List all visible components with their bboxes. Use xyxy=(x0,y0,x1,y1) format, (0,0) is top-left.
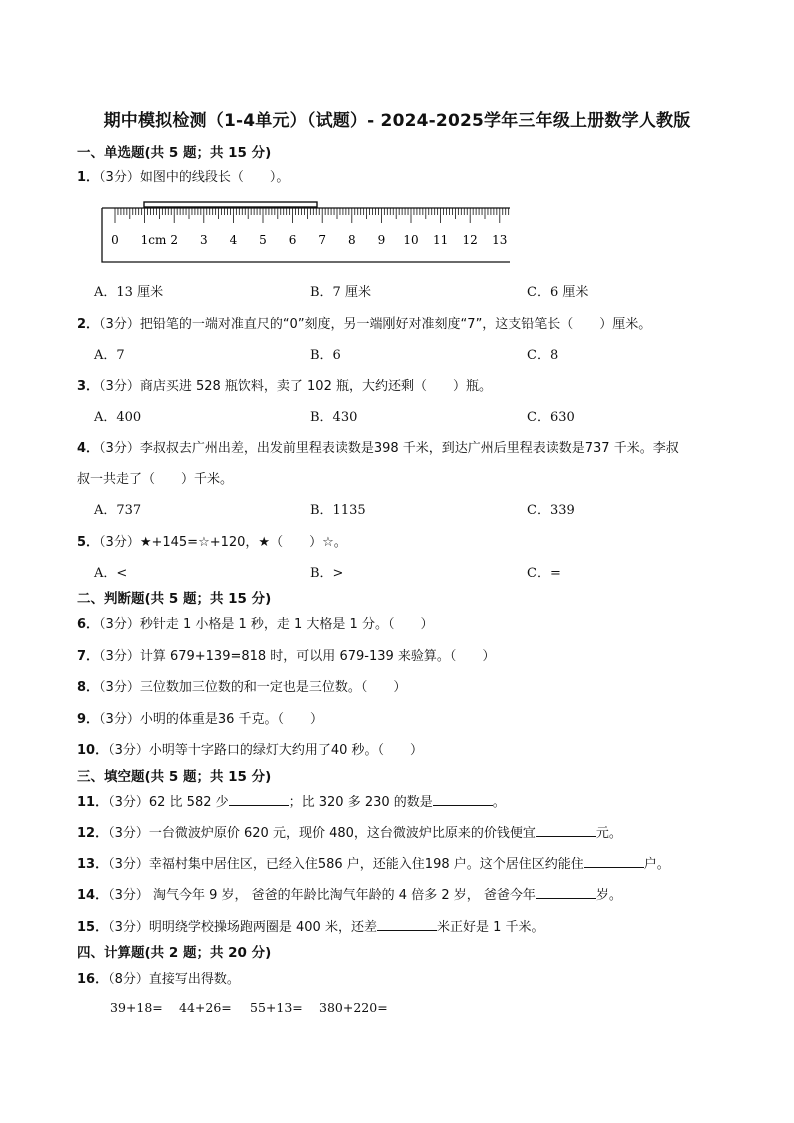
question-text: ；比 320 多 230 的数是 xyxy=(288,795,433,810)
ruler-label: 5 xyxy=(259,233,267,247)
q3-option-c: C．630 xyxy=(527,410,575,425)
answer-blank[interactable] xyxy=(433,793,493,806)
question-text: （3分）计算 679+139=818 时，可以用 679-139 来验算。（ ） xyxy=(99,649,496,664)
question-15 xyxy=(77,916,545,935)
answer-blank[interactable] xyxy=(536,886,596,899)
question-number: 10． xyxy=(77,743,109,758)
ruler-label: 10 xyxy=(403,233,419,247)
question-number: 3． xyxy=(77,379,100,394)
question-5 xyxy=(77,531,347,550)
question-8 xyxy=(77,676,406,695)
question-text: （3分）三位数加三位数的和一定也是三位数。（ ） xyxy=(99,680,407,695)
question-number: 2． xyxy=(77,317,100,332)
question-9 xyxy=(77,708,323,727)
question-text: （3分）62 比 582 少 xyxy=(108,795,229,810)
question-text: （3分）一台微波炉原价 620 元，现价 480，这台微波炉比原来的价钱便宜 xyxy=(108,826,536,841)
q4-option-b: B．1135 xyxy=(310,503,366,518)
question-text: （3分）幸福村集中居住区，已经入住586 户，还能入住198 户。这个居住区约能住 xyxy=(108,857,584,872)
q4-option-c: C．339 xyxy=(527,503,575,518)
q2-option-b: B．6 xyxy=(310,348,341,363)
answer-blank[interactable] xyxy=(377,918,437,931)
question-text: （3分）商店买进 528 瓶饮料，卖了 102 瓶，大约还剩（ ）瓶。 xyxy=(99,379,492,394)
answer-blank[interactable] xyxy=(536,824,596,837)
question-4-continued: 叔一共走了（ ）千米。 xyxy=(77,472,234,487)
question-number: 9． xyxy=(77,712,100,727)
question-text: 。 xyxy=(492,795,506,810)
question-12 xyxy=(77,822,622,841)
answer-blank[interactable] xyxy=(584,855,644,868)
ruler-labels xyxy=(111,233,507,247)
question-10 xyxy=(77,739,423,758)
q3-option-b: B．430 xyxy=(310,410,358,425)
question-text: （3分）李叔叔去广州出差，出发前里程表读数是398 千米，到达广州后里程表读数是737 千米。李叔 xyxy=(99,441,679,456)
ruler-label: 2 xyxy=(170,233,179,247)
line-segment xyxy=(144,202,317,207)
calc-item: 380+220= xyxy=(319,1000,388,1015)
question-text: 米正好是 1 千米。 xyxy=(436,920,545,935)
q3-option-a: A．400 xyxy=(94,410,142,425)
ruler-label: 6 xyxy=(288,233,297,247)
q5-option-a: A．< xyxy=(94,566,128,581)
question-number: 15． xyxy=(77,920,109,935)
question-number: 1． xyxy=(77,170,100,185)
calc-item: 44+26= xyxy=(179,1000,232,1015)
question-2 xyxy=(77,313,651,332)
q1-option-b: B．7 厘米 xyxy=(310,285,371,300)
question-number: 11． xyxy=(77,795,109,810)
answer-blank[interactable] xyxy=(229,793,289,806)
page-title: 期中模拟检测（1-4单元）（试题）- 2024-2025学年三年级上册数学人教版 xyxy=(103,111,691,131)
section-heading-single-choice: 一、单选题(共 5 题；共 15 分) xyxy=(77,145,272,161)
q5-option-b: B．> xyxy=(310,566,344,581)
question-text: 岁。 xyxy=(595,888,622,903)
ruler-label: 1cm xyxy=(140,233,167,247)
question-4 xyxy=(77,437,679,456)
q2-option-a: A．7 xyxy=(94,348,125,363)
question-text: （3分）小明等十字路口的绿灯大约用了40 秒。（ ） xyxy=(108,743,424,758)
q5-option-c: C．= xyxy=(527,566,561,581)
question-14 xyxy=(77,884,622,903)
question-text: 元。 xyxy=(595,826,622,841)
ruler-label: 3 xyxy=(199,233,208,247)
question-text: （3分）如图中的线段长（ ）。 xyxy=(99,170,290,185)
ruler-ticks xyxy=(115,208,509,223)
ruler-label: 9 xyxy=(377,233,386,247)
question-text: （3分）小明的体重是36 千克。（ ） xyxy=(99,712,323,727)
ruler-label: 13 xyxy=(492,233,508,247)
ruler-label: 4 xyxy=(229,233,238,247)
calc-item: 55+13= xyxy=(250,1000,303,1015)
question-3 xyxy=(77,375,492,394)
question-number: 8． xyxy=(77,680,100,695)
question-13 xyxy=(77,853,670,872)
question-text: （3分）把铅笔的一端对准直尺的“0”刻度，另一端刚好对准刻度“7”，这支铅笔长（ ）厘米。 xyxy=(99,317,652,332)
q1-option-a: A．13 厘米 xyxy=(94,285,164,300)
question-6 xyxy=(77,613,433,632)
question-number: 12． xyxy=(77,826,109,841)
question-1 xyxy=(77,166,289,185)
question-text: （3分） 淘气今年 9 岁， 爸爸的年龄比淘气年龄的 4 倍多 2 岁， 爸爸今年 xyxy=(108,888,536,903)
question-text: （3分）明明绕学校操场跑两圈是 400 米，还差 xyxy=(108,920,377,935)
section-heading-calculation: 四、计算题(共 2 题；共 20 分) xyxy=(77,945,272,961)
question-number: 4． xyxy=(77,441,100,456)
ruler-label: 7 xyxy=(318,233,327,247)
section-heading-fill-blank: 三、填空题(共 5 题；共 15 分) xyxy=(77,769,272,785)
q4-option-a: A．737 xyxy=(94,503,142,518)
ruler-label: 12 xyxy=(462,233,478,247)
question-number: 13． xyxy=(77,857,109,872)
question-11 xyxy=(77,791,506,810)
question-number: 14． xyxy=(77,888,109,903)
question-number: 6． xyxy=(77,617,100,632)
question-16 xyxy=(77,968,240,987)
q1-option-c: C．6 厘米 xyxy=(527,285,589,300)
question-7 xyxy=(77,645,495,664)
section-heading-true-false: 二、判断题(共 5 题；共 15 分) xyxy=(77,591,272,607)
question-text: （8分）直接写出得数。 xyxy=(108,972,240,987)
question-number: 7． xyxy=(77,649,100,664)
ruler-label: 0 xyxy=(111,233,119,247)
question-number: 5． xyxy=(77,535,100,550)
ruler-figure xyxy=(100,198,512,266)
question-text: （3分）秒针走 1 小格是 1 秒，走 1 大格是 1 分。（ ） xyxy=(99,617,434,632)
ruler-label: 11 xyxy=(432,233,449,247)
question-text: （3分）★+145=☆+120，★（ ）☆。 xyxy=(99,535,347,550)
ruler-label: 8 xyxy=(347,233,356,247)
question-text: 户。 xyxy=(643,857,670,872)
question-number: 16． xyxy=(77,972,109,987)
calc-item: 39+18= xyxy=(110,1000,163,1015)
q2-option-c: C．8 xyxy=(527,348,559,363)
